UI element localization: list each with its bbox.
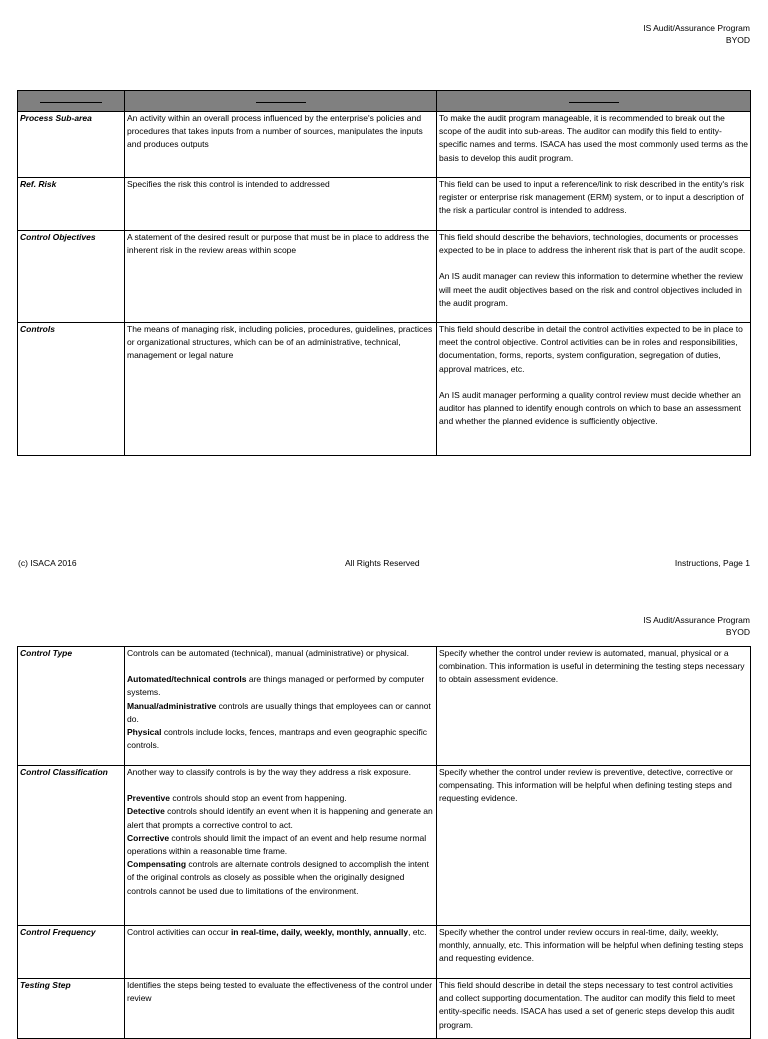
program-title: IS Audit/Assurance Program (643, 615, 750, 625)
row-guidance: Specify whether the control under review occurs in real-time, daily, weekly, monthly, annually, etc. This information will be helpful when defining testing steps and requesting evidence. (437, 926, 751, 979)
row-label: Control Objectives (18, 231, 125, 323)
row-guidance: This field should describe in detail the steps necessary to test control activities and collect supporting documentation. The auditor can modify this field to meet entity-specific needs. ISACA has used a set of generic steps develop this audit program. (437, 979, 751, 1039)
table-row (18, 231, 751, 323)
program-subtitle: BYOD (725, 35, 750, 45)
instructions-table-page1 (17, 90, 751, 456)
row-label: Controls (18, 323, 125, 456)
row-guidance: This field should describe the behaviors, technologies, documents or processes expected to be in place to address the inherent risk that is part of the audit scope. An IS audit manager can review this information to determine whether the review will meet the audit objectives based on the risk and control objectives included in the audit program. (437, 231, 751, 323)
table-row (18, 926, 751, 979)
row-definition: Control activities can occur in real-time, daily, weekly, monthly, annually, etc. (125, 926, 437, 979)
row-label: Process Sub-area (18, 112, 125, 178)
row-label: Ref. Risk (18, 178, 125, 231)
row-guidance: Specify whether the control under review is automated, manual, physical or a combination. This information is useful in determining the testing steps necessary to obtain assessment evidence. (437, 647, 751, 766)
table-row (18, 979, 751, 1039)
footer-copyright: (c) ISACA 2016 (18, 558, 77, 568)
row-guidance: To make the audit program manageable, it is recommended to break out the scope of the audit into sub-areas. The auditor can modify this field to entity-specific names and terms. ISACA has used the most commonly used terms as the basis to develop this audit program. (437, 112, 751, 178)
row-definition: An activity within an overall process influenced by the enterprise's policies and procedures that takes inputs from a number of sources, manipulates the inputs and produces outputs (125, 112, 437, 178)
program-subtitle: BYOD (725, 627, 750, 637)
table-row (18, 323, 751, 456)
row-label: Control Frequency (18, 926, 125, 979)
footer-page-number: Instructions, Page 1 (674, 558, 750, 568)
table-row (18, 647, 751, 766)
row-label: Control Classification (18, 766, 125, 926)
row-guidance: This field can be used to input a reference/link to risk described in the entity's risk register or enterprise risk management (ERM) system, or to input a description of the risk a particular control is intended to address. (437, 178, 751, 231)
row-definition: Identifies the steps being tested to evaluate the effectiveness of the control under review (125, 979, 437, 1039)
row-definition: Specifies the risk this control is intended to addressed (125, 178, 437, 231)
row-definition: The means of managing risk, including policies, procedures, guidelines, practices or organizational structures, which can be of an administrative, technical, management or legal nature (125, 323, 437, 456)
row-definition: Another way to classify controls is by the way they address a risk exposure. Preventive controls should stop an event from happening. Detective controls should identify an event when it is happening and generate an alert that prompts a corrective control to act. Corrective controls should limit the impact of an event and help resume normal operations within a reasonable time frame. Compensating controls are alternate controls designed to accomplish the intent of the original controls as closely as possible when the originally designed controls cannot be used due to limitations of the environment. (125, 766, 437, 926)
page-footer (18, 558, 750, 570)
row-label: Testing Step (18, 979, 125, 1039)
row-definition: A statement of the desired result or purpose that must be in place to address the inherent risk in the review areas within scope (125, 231, 437, 323)
table-header-row (18, 91, 751, 112)
table-row (18, 112, 751, 178)
header-cell (18, 91, 125, 112)
instructions-table-page2 (17, 646, 751, 1039)
page1-header (643, 22, 750, 46)
row-definition: Controls can be automated (technical), manual (administrative) or physical. Automated/technical controls are things managed or performed by computer systems. Manual/administrative controls are usually things that employees can or cannot do. Physical controls include locks, fences, mantraps and even geographic specific controls. (125, 647, 437, 766)
page2-header (643, 614, 750, 638)
table-row (18, 178, 751, 231)
row-label: Control Type (18, 647, 125, 766)
header-cell (125, 91, 437, 112)
table-row (18, 766, 751, 926)
footer-rights: All Rights Reserved (345, 558, 420, 568)
program-title: IS Audit/Assurance Program (643, 23, 750, 33)
row-guidance: Specify whether the control under review is preventive, detective, corrective or compensating. This information will be helpful when defining testing steps and requesting evidence. (437, 766, 751, 926)
header-cell (437, 91, 751, 112)
row-guidance: This field should describe in detail the control activities expected to be in place to meet the control objective. Control activities can be in roles and responsibilities, documentation, forms, reports, system configuration, segregation of duties, approval matrices, etc. An IS audit manager performing a quality control review must decide whether an auditor has planned to identify enough controls on which to base an assessment and whether the planned evidence is sufficiently objective. (437, 323, 751, 456)
